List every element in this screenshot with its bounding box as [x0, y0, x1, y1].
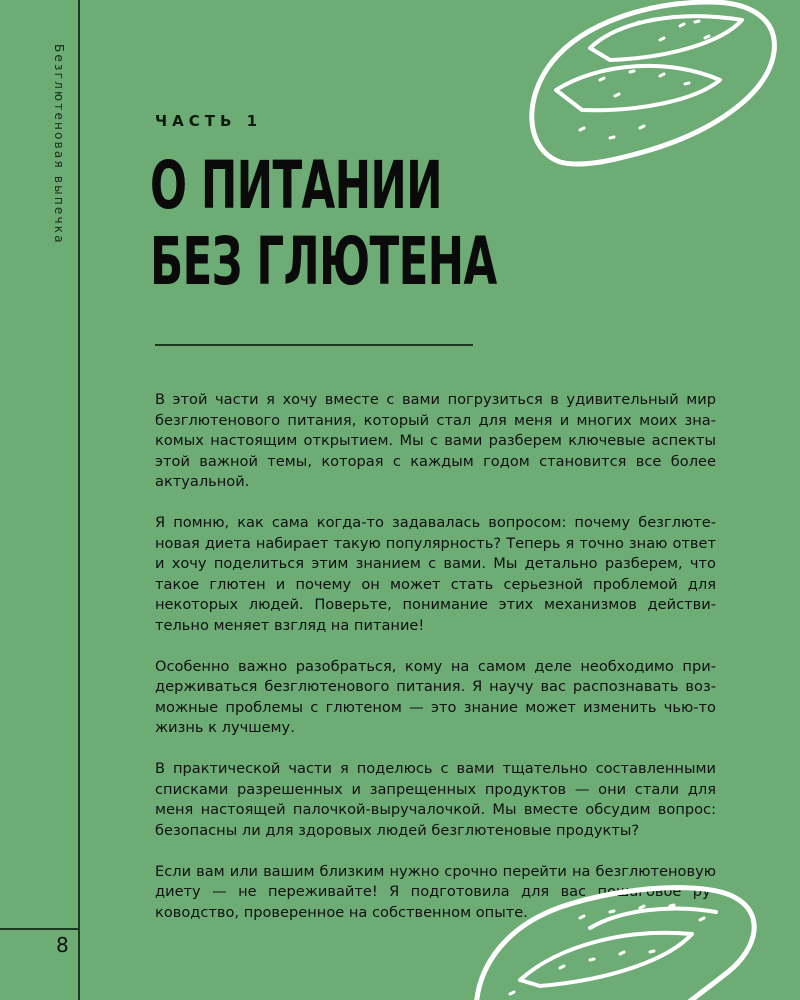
paragraph: Особенно важно разобраться, кому на самом деле необходимо придерживаться безглютенового питания. Я научу вас распознавать возможные проблемы с глютеном — это знание может изменить чью-то жизнь к лучшему.	[155, 657, 716, 736]
paragraph: Если вам или вашим близким нужно срочно перейти на безглютеновую диету — не переживайте! Я подготовила для вас пошаговое руководство, проверенное на собственном опыте.	[155, 862, 716, 921]
paragraph: В практической части я поделюсь с вами тщательно составленными списками разрешенных и запрещенных продуктов — они стали для меня настоящей палочкой-выручалочкой. Мы вместе обсудим вопрос: безопасны ли для здоровых людей безглютеновые продукты?	[155, 760, 716, 839]
part-label: ЧАСТЬ 1	[155, 112, 263, 130]
paragraph: Я помню, как сама когда-то задавалась вопросом: почему безглютеновая диета набирает такую популярность? Теперь я точно знаю ответ и хочу поделиться этим знанием с вами. Мы детально разберем, что такое глютен и почему он может стать серьезной проблемой для некоторых людей. Поверьте, понимание этих механизмов действительно меняет взгляд на питание!	[155, 514, 716, 634]
title-underline	[155, 344, 473, 346]
chapter-title-line-2: БЕЗ ГЛЮТЕНА	[150, 223, 497, 300]
paragraph: В этой части я хочу вместе с вами погрузиться в удивительный мир безглютенового питания, который стал для меня и многих моих знакомых настоящим открытием. Мы с вами разберем ключевые аспекты этой важной темы, которая с каждым годом становится все более актуальной.	[155, 391, 716, 490]
book-title-vertical: Безглютеновая выпечка	[52, 44, 66, 245]
body-text	[155, 390, 716, 944]
bread-loaf-illustration-bottom	[470, 868, 770, 1000]
page-number: 8	[56, 933, 69, 957]
bread-loaf-illustration-top	[520, 0, 780, 170]
chapter-title-line-1: О ПИТАНИИ	[150, 147, 442, 224]
spine-line	[78, 0, 80, 1000]
chapter-title	[150, 148, 497, 300]
page-number-divider	[0, 928, 79, 930]
